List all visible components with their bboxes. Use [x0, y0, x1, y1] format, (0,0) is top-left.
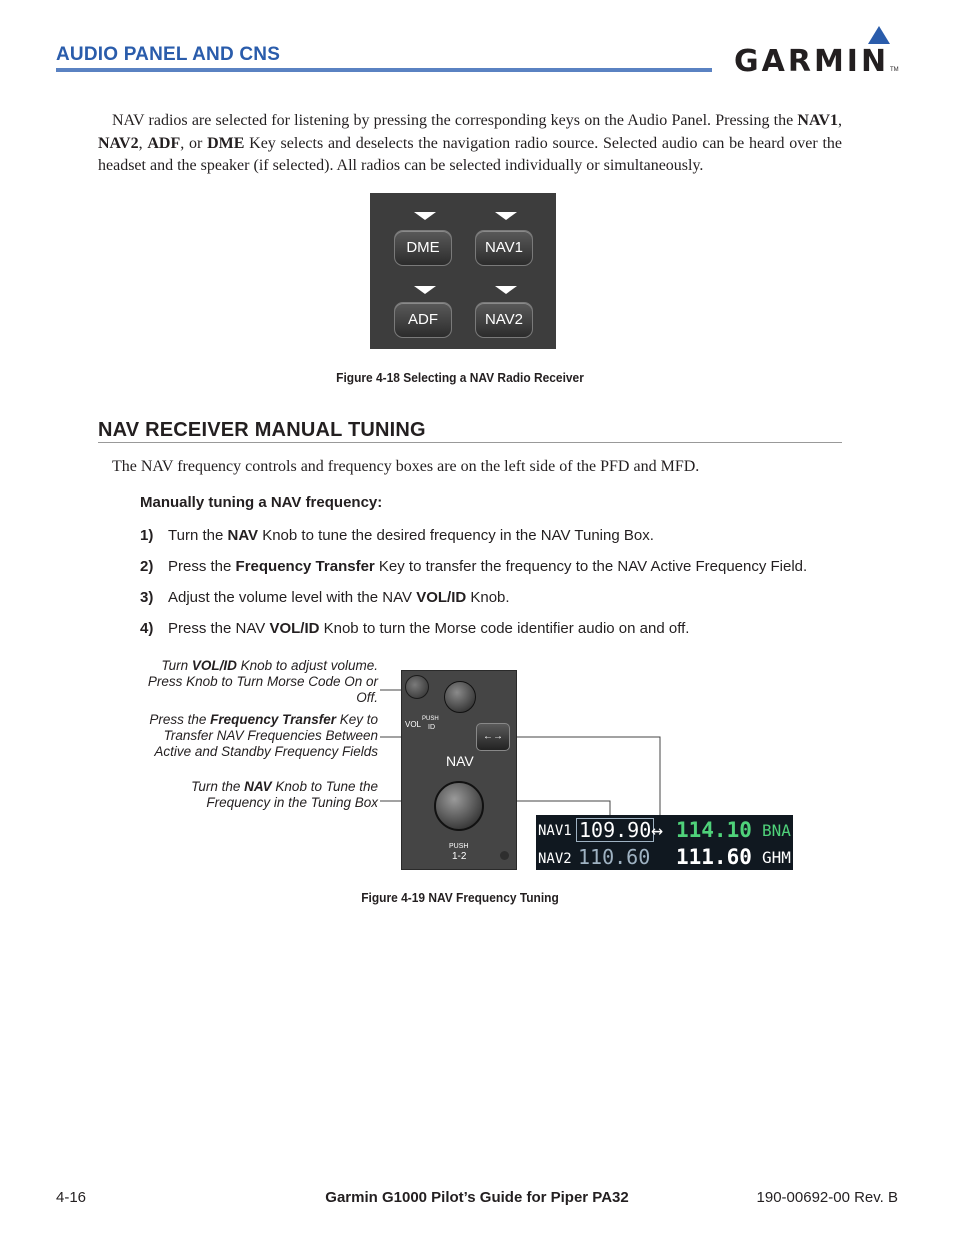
push-id-label-2: ID — [428, 724, 435, 731]
push-id-label-1: PUSH — [422, 716, 439, 722]
photocell-icon — [405, 675, 429, 699]
page-number: 4-16 — [56, 1189, 87, 1206]
callout-frequency-transfer: Press the Frequency Transfer Key to Transfer NAV Frequencies Between Active and Standby Frequency Fields — [149, 712, 378, 759]
document-title: Garmin G1000 Pilot’s Guide for Piper PA32 — [325, 1189, 629, 1206]
procedure-title: Manually tuning a NAV frequency: — [140, 494, 383, 511]
figure-caption: Figure 4-18 Selecting a NAV Radio Receiver — [336, 370, 584, 385]
nav-frequency-display — [536, 815, 793, 870]
section-intro: The NAV frequency controls and frequency boxes are on the left side of the PFD and MFD. — [112, 458, 700, 475]
callout-vol-id: Turn VOL/ID Knob to adjust volume. Press Knob to Turn Morse Code On or Off. — [147, 658, 378, 705]
nav2-ident: GHM — [762, 848, 791, 867]
frequency-transfer-key[interactable]: ←→ — [476, 723, 510, 751]
section-heading: NAV RECEIVER MANUAL TUNING — [98, 419, 426, 441]
figure-caption: Figure 4-19 NAV Frequency Tuning — [361, 890, 559, 905]
vol-label: VOL — [405, 720, 422, 729]
nav2-active-frequency: 111.60 — [676, 845, 752, 869]
intro-paragraph: NAV radios are selected for listening by pressing the corresponding keys on the Audio Panel. Pressing the NAV1, NAV2, ADF, or DME Key selects and deselects the navigation radio source. Selected audio can be heard over the headset and the speaker (if selected). All radios can be selected individually or simultaneously. — [98, 112, 843, 174]
nav1-standby-frequency: 109.90 — [576, 818, 654, 842]
nav1-ident: BNA — [762, 821, 791, 840]
adf-key[interactable]: ADF — [394, 302, 452, 338]
nav2-key[interactable]: NAV2 — [475, 302, 533, 338]
document-revision: 190-00692-00 Rev. B — [756, 1189, 898, 1206]
indicator-dot-icon — [500, 851, 509, 860]
nav-bezel — [401, 670, 517, 870]
nav1-key[interactable]: NAV1 — [475, 230, 533, 266]
push-sub-label: 1-2 — [452, 851, 467, 862]
nav-knob[interactable] — [434, 781, 484, 831]
nav-label: NAV — [446, 753, 474, 769]
nav2-standby-frequency: 110.60 — [578, 845, 651, 869]
transfer-arrow-icon: ↔ — [651, 818, 664, 842]
logo-text: GARMIN — [734, 44, 890, 79]
dme-key[interactable]: DME — [394, 230, 452, 266]
section-title: AUDIO PANEL AND CNS — [56, 44, 281, 65]
nav1-label: NAV1 — [538, 823, 572, 839]
nav1-active-frequency: 114.10 — [676, 818, 752, 842]
logo-trademark: TM — [890, 67, 899, 73]
callout-nav-knob: Turn the NAV Knob to Tune the Frequency in the Tuning Box — [191, 779, 378, 810]
vol-id-knob[interactable] — [444, 681, 476, 713]
nav2-label: NAV2 — [538, 851, 572, 867]
push-label: PUSH — [449, 843, 469, 850]
